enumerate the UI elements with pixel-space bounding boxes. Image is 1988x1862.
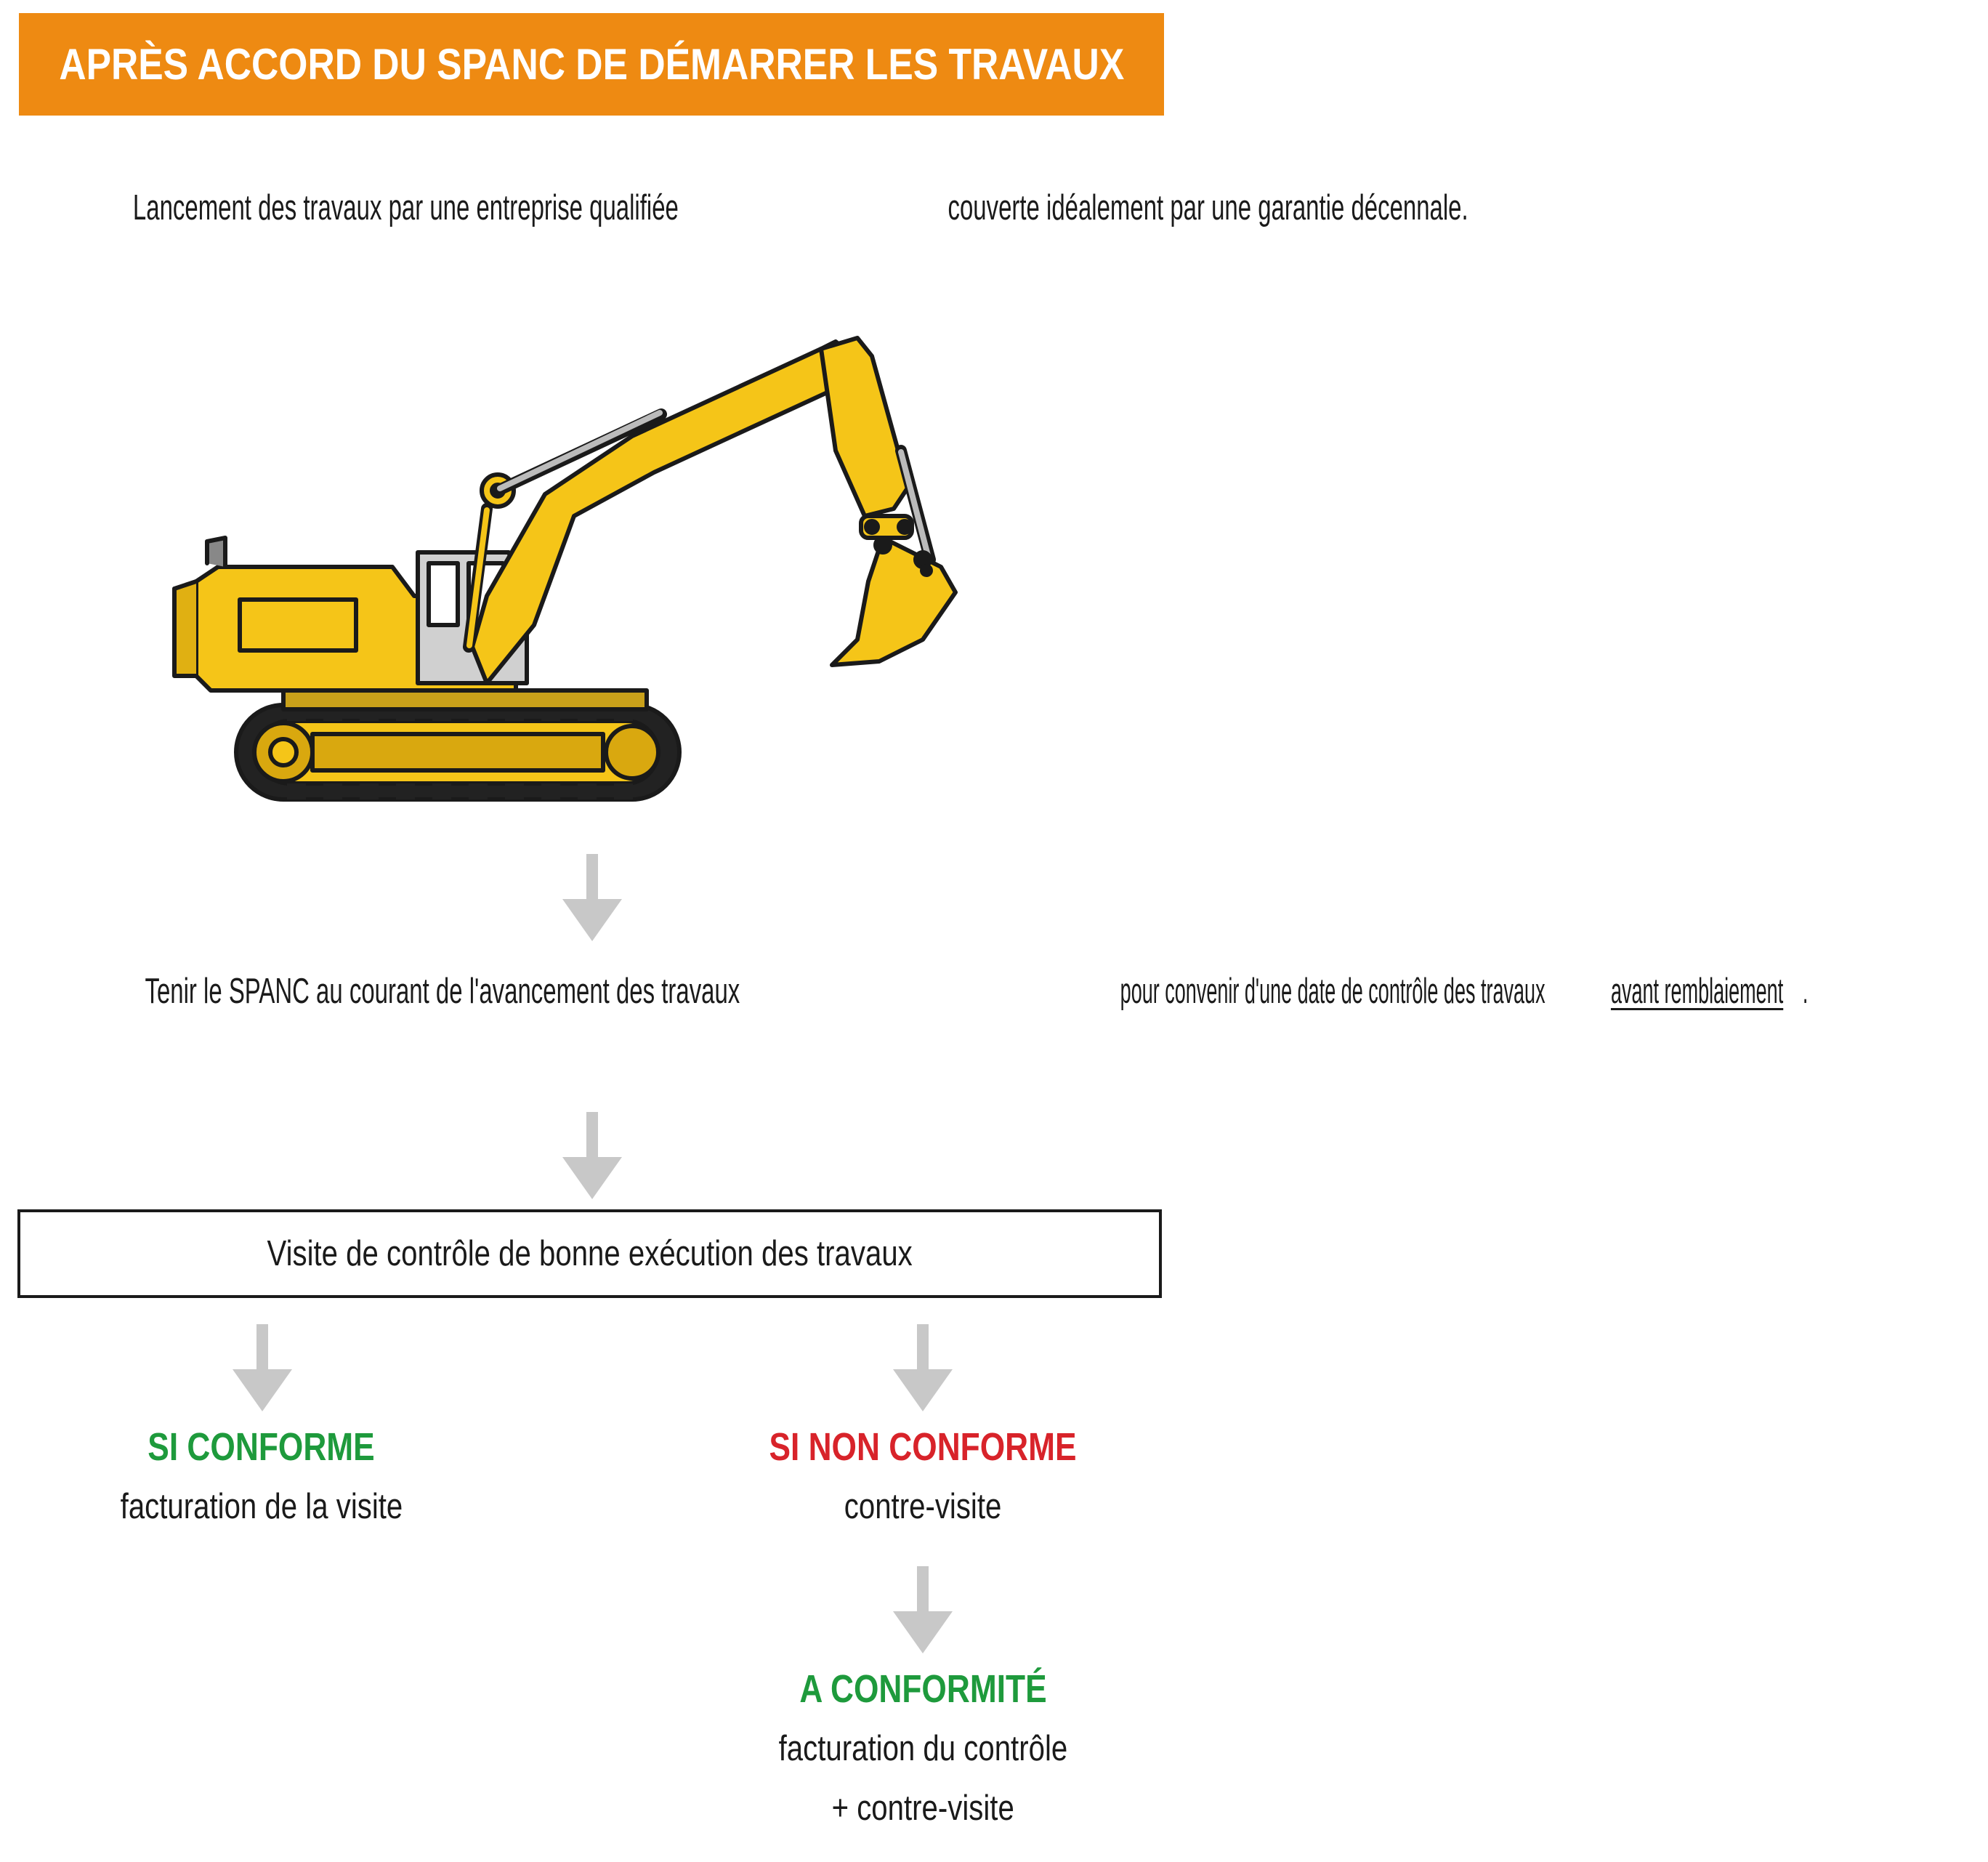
detail-conformite-line1: facturation du contrôle xyxy=(778,1729,1067,1768)
detail-non-conforme: contre-visite xyxy=(844,1487,1002,1526)
arrow-down-icon xyxy=(562,854,622,941)
page-title: APRÈS ACCORD DU SPANC DE DÉMARRER LES TRAVAUX xyxy=(59,40,1124,89)
arrow-down-icon xyxy=(893,1566,953,1653)
emphasis-underlined: avant remblaiement xyxy=(1611,972,1784,1011)
step-launch-line2: couverte idéalement par une garantie décennale. xyxy=(947,188,1469,227)
arrow-down-icon xyxy=(893,1324,953,1411)
excavator-icon xyxy=(167,305,1010,814)
status-conformite: A CONFORMITÉ xyxy=(799,1667,1047,1711)
branch-conforme xyxy=(44,1417,480,1536)
status-conforme: SI CONFORME xyxy=(148,1425,376,1469)
arrow-down-icon xyxy=(233,1324,292,1411)
branch-conformite xyxy=(705,1659,1141,1838)
control-visit-box xyxy=(17,1209,1162,1298)
control-visit-label: Visite de contrôle de bonne exécution des travaux xyxy=(267,1234,913,1273)
arrow-down-icon xyxy=(562,1112,622,1199)
detail-conformite-line2: + contre-visite xyxy=(831,1789,1014,1828)
step-launch-text xyxy=(0,178,1469,238)
status-non-conforme: SI NON CONFORME xyxy=(769,1425,1077,1469)
branch-non-conforme xyxy=(705,1417,1141,1536)
step-inform-text: Tenir le SPANC au courant de l'avancement des travaux pour convenir d'une date de contrôle des travauxavant remblaiement . xyxy=(0,962,1184,1021)
header-banner xyxy=(19,13,1164,116)
step-inform-line2: pour convenir d'une date de contrôle des travaux xyxy=(1120,972,1545,1011)
detail-conforme: facturation de la visite xyxy=(120,1487,403,1526)
step-inform-line1: Tenir le SPANC au courant de l'avancement des travaux xyxy=(145,972,740,1011)
step-launch-line1: Lancement des travaux par une entreprise qualifiée xyxy=(132,188,679,227)
